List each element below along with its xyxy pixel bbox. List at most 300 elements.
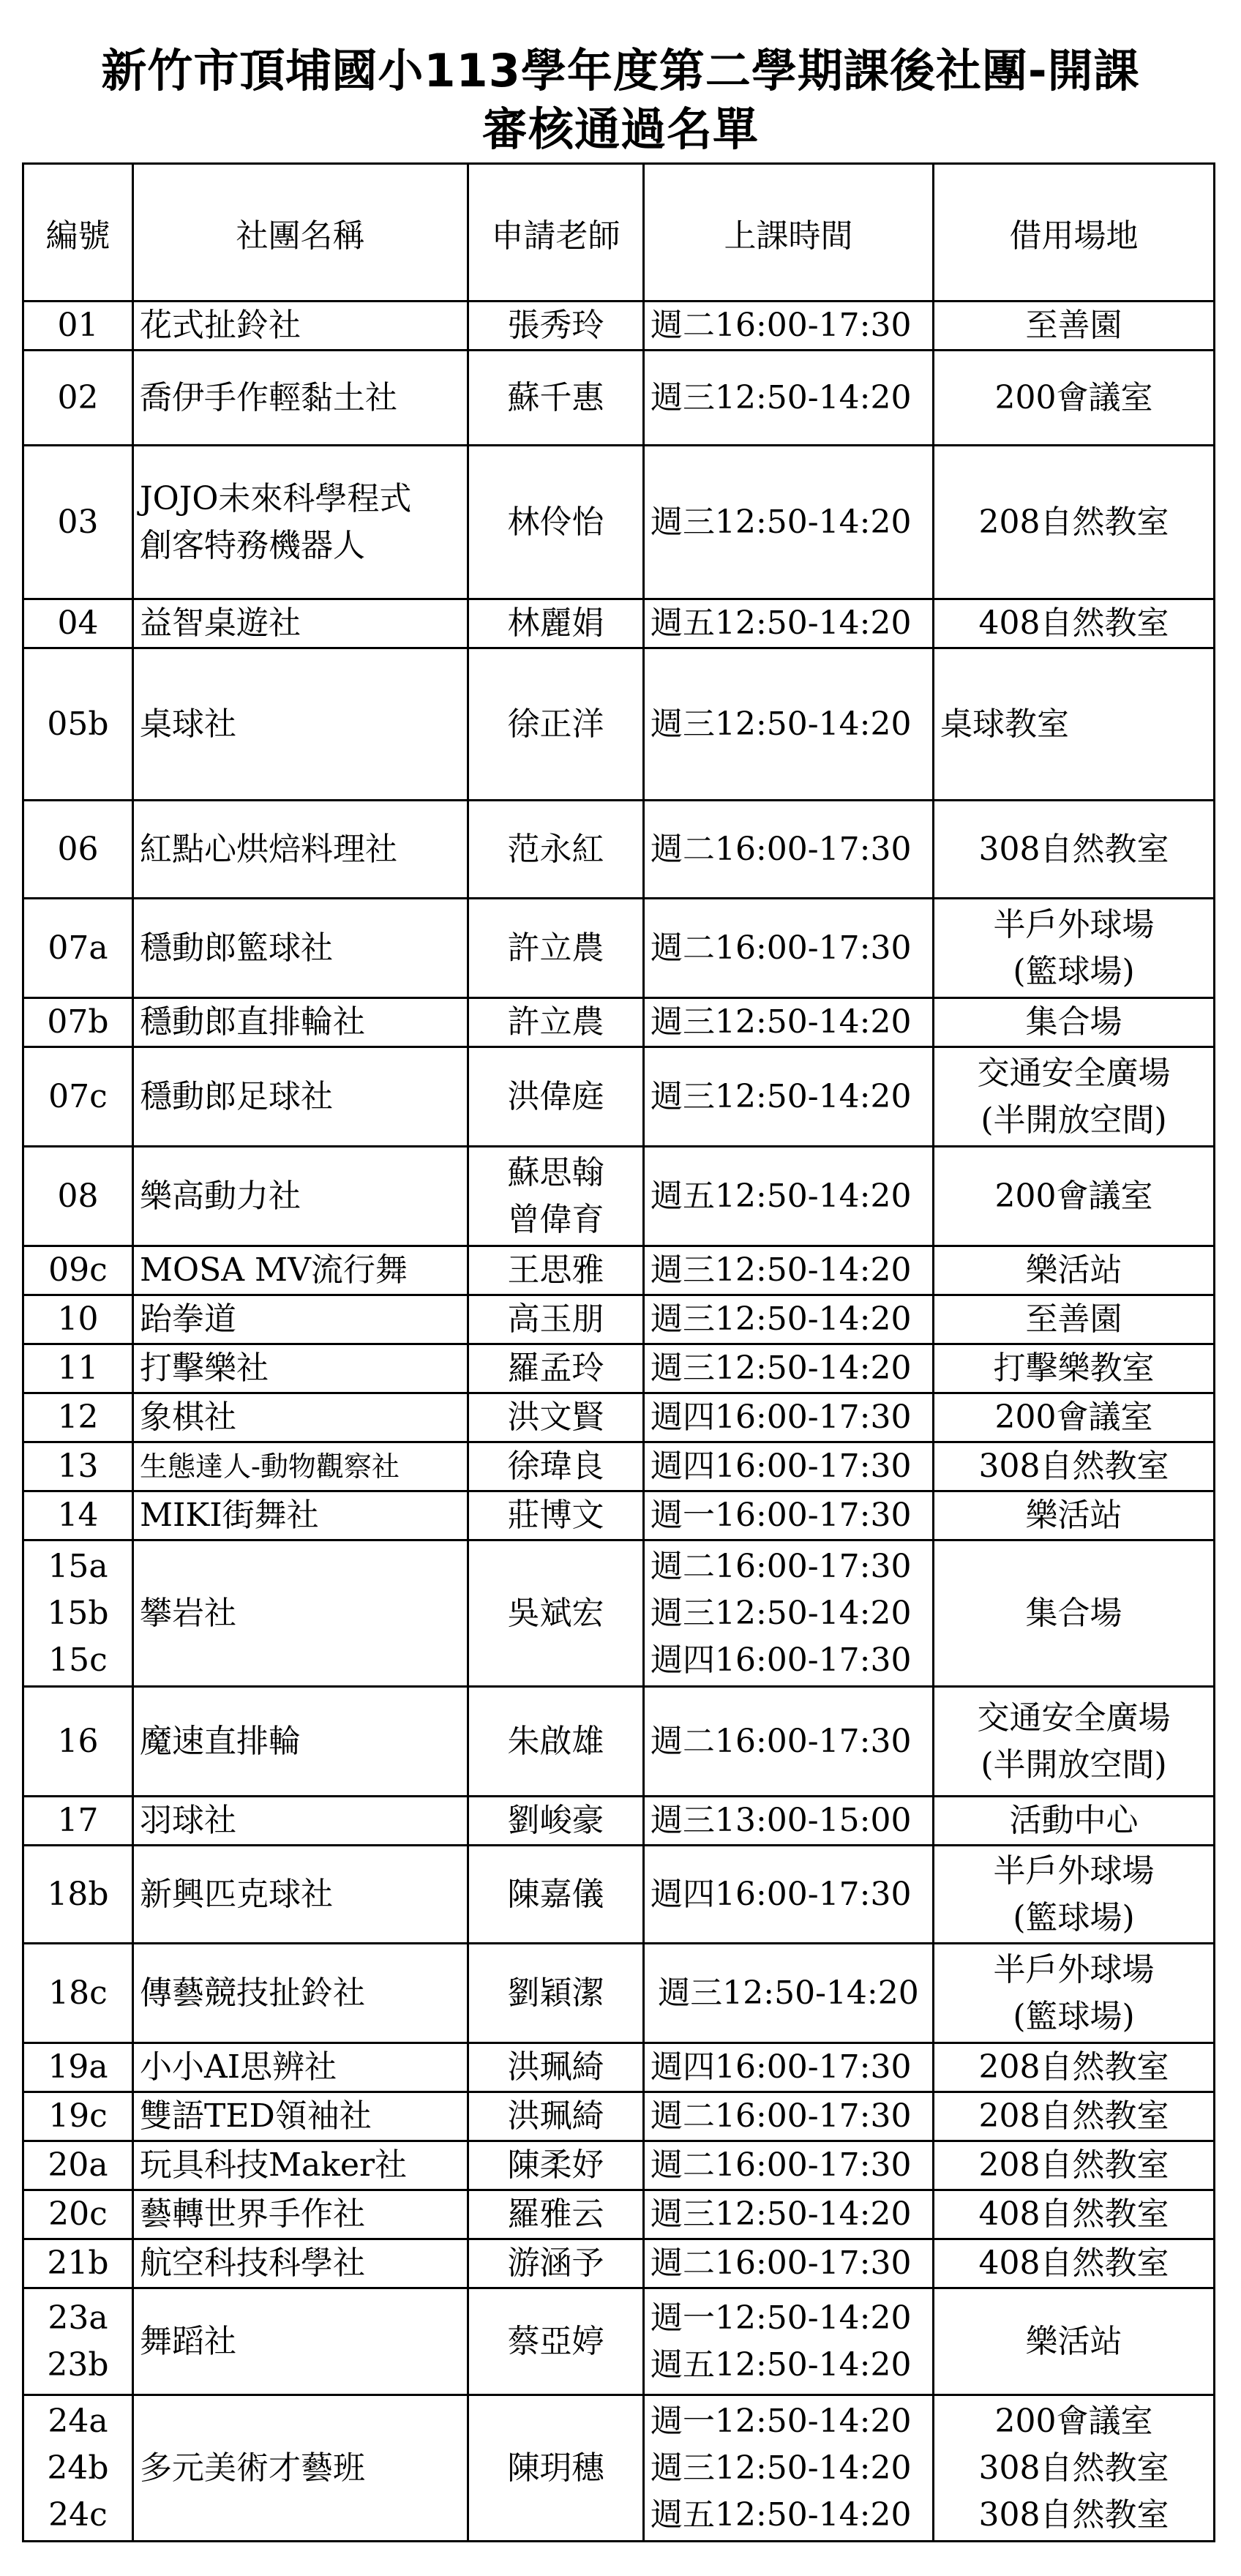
cell-club-name — [133, 998, 468, 1047]
cell-number-line: 05b — [47, 705, 109, 743]
cell-club-name — [133, 1540, 468, 1687]
cell-venue — [934, 1540, 1215, 1687]
cell-venue — [934, 2395, 1215, 2542]
cell-class-time-line: 週三12:50-14:20 — [651, 1300, 912, 1338]
cell-venue-line: 集合場 — [1025, 1594, 1122, 1632]
cell-number — [23, 1295, 133, 1344]
table-row — [23, 1846, 1215, 1944]
cell-club-name-line: MOSA MV流行舞 — [140, 1251, 408, 1289]
cell-number — [23, 1687, 133, 1797]
cell-club-name-line: 多元美術才藝班 — [140, 2449, 365, 2487]
table-row — [23, 599, 1215, 648]
cell-class-time — [644, 1540, 934, 1687]
cell-venue-line: 200會議室 — [994, 1399, 1153, 1436]
cell-number — [23, 1393, 133, 1442]
cell-class-time-line: 週三12:50-14:20 — [651, 378, 912, 416]
cell-club-name-line: 穩動郎直排輪社 — [140, 1003, 365, 1041]
cell-venue-line: 交通安全廣場 — [977, 1699, 1171, 1737]
table-row — [23, 1344, 1215, 1393]
cell-teacher-line: 許立農 — [507, 929, 604, 967]
cell-venue — [934, 302, 1215, 351]
table-row — [23, 1047, 1215, 1147]
cell-class-time-line: 週三12:50-14:20 — [651, 2195, 912, 2233]
cell-club-name — [133, 1846, 468, 1944]
cell-class-time-line: 週二16:00-17:30 — [651, 830, 912, 868]
cell-number — [23, 1442, 133, 1491]
cell-teacher-line: 劉峻豪 — [507, 1802, 604, 1839]
cell-club-name — [133, 2190, 468, 2239]
cell-club-name-line: 桌球社 — [140, 705, 236, 743]
cell-teacher — [468, 1442, 644, 1491]
cell-number-line: 15c — [48, 1641, 108, 1679]
table-body — [23, 302, 1215, 2542]
cell-club-name-line: 羽球社 — [140, 1802, 236, 1839]
cell-club-name-line: 生態達人-動物觀察社 — [140, 1450, 400, 1483]
cell-teacher — [468, 1047, 644, 1147]
cell-venue-line: 200會議室 — [994, 2402, 1153, 2440]
cell-venue — [934, 1797, 1215, 1846]
cell-class-time — [644, 1846, 934, 1944]
cell-venue — [934, 899, 1215, 998]
cell-teacher — [468, 1687, 644, 1797]
header-class-time: 上課時間 — [644, 164, 934, 302]
cell-venue — [934, 1147, 1215, 1246]
cell-number-line: 04 — [57, 604, 99, 642]
cell-teacher-line: 蘇思翰 — [507, 1153, 604, 1191]
document-title-line-2: 審核通過名單 — [481, 102, 759, 156]
cell-class-time — [644, 2288, 934, 2395]
cell-number-line: 19c — [48, 2097, 108, 2135]
cell-venue-line: 308自然教室 — [978, 1448, 1169, 1485]
cell-venue — [934, 1944, 1215, 2043]
cell-club-name-line: 打擊樂社 — [140, 1349, 269, 1387]
cell-venue-line: 408自然教室 — [978, 2244, 1169, 2282]
cell-class-time-line: 週三13:00-15:00 — [651, 1802, 912, 1839]
cell-class-time — [644, 899, 934, 998]
cell-teacher-line: 洪珮綺 — [507, 2097, 604, 2135]
header-number: 編號 — [23, 164, 133, 302]
table-header-row — [23, 164, 1215, 302]
cell-class-time-line: 週二16:00-17:30 — [651, 1547, 912, 1585]
cell-number-line: 07a — [48, 929, 108, 967]
cell-number — [23, 1246, 133, 1295]
cell-club-name-line: 創客特務機器人 — [140, 526, 365, 564]
cell-club-name — [133, 351, 468, 446]
cell-club-name-line: 象棋社 — [140, 1399, 236, 1436]
cell-number — [23, 2239, 133, 2288]
cell-class-time — [644, 2395, 934, 2542]
cell-teacher — [468, 1344, 644, 1393]
cell-teacher-line: 王思雅 — [507, 1251, 604, 1289]
cell-teacher-line: 高玉朋 — [507, 1300, 604, 1338]
cell-venue-line: (籃球場) — [1013, 952, 1135, 990]
cell-teacher — [468, 1846, 644, 1944]
table-row — [23, 2288, 1215, 2395]
cell-class-time — [644, 1344, 934, 1393]
header-club-name: 社團名稱 — [133, 164, 468, 302]
cell-number-line: 15a — [48, 1547, 108, 1585]
cell-venue-line: 308自然教室 — [978, 2496, 1169, 2534]
cell-class-time-line: 週三12:50-14:20 — [651, 1349, 912, 1387]
cell-class-time — [644, 1147, 934, 1246]
cell-club-name-line: 航空科技科學社 — [140, 2244, 365, 2282]
cell-venue — [934, 2141, 1215, 2190]
cell-venue-line: 200會議室 — [994, 378, 1153, 416]
table-row — [23, 1442, 1215, 1491]
cell-club-name-line: JOJO未來科學程式 — [140, 479, 412, 517]
cell-number-line: 14 — [57, 1497, 99, 1534]
cell-teacher-line: 林伶怡 — [507, 503, 604, 541]
cell-class-time — [644, 2092, 934, 2141]
table-row — [23, 899, 1215, 998]
cell-teacher-line: 徐瑋良 — [507, 1448, 604, 1485]
cell-class-time-line: 週三12:50-14:20 — [651, 1251, 912, 1289]
cell-number-line: 19a — [48, 2048, 108, 2086]
cell-number — [23, 1797, 133, 1846]
cell-teacher-line: 羅孟玲 — [507, 1349, 604, 1387]
cell-class-time — [644, 1246, 934, 1295]
cell-number — [23, 2043, 133, 2092]
document-title-line-1: 新竹市頂埔國小113學年度第二學期課後社團-開課 — [101, 44, 1140, 97]
cell-venue-line: (半開放空間) — [981, 1101, 1167, 1139]
cell-club-name — [133, 1246, 468, 1295]
cell-club-name — [133, 1344, 468, 1393]
cell-club-name — [133, 899, 468, 998]
cell-teacher-line: 洪珮綺 — [507, 2048, 604, 2086]
cell-class-time-line: 週二16:00-17:30 — [651, 929, 912, 967]
cell-class-time-line: 週五12:50-14:20 — [651, 2345, 912, 2384]
cell-venue-line: (籃球場) — [1013, 1898, 1135, 1936]
cell-number — [23, 648, 133, 801]
cell-club-name-line: 雙語TED領袖社 — [140, 2097, 372, 2135]
cell-teacher-line: 洪偉庭 — [507, 1077, 604, 1115]
cell-number — [23, 1491, 133, 1540]
cell-teacher-line: 蔡亞婷 — [507, 2322, 604, 2360]
cell-venue — [934, 2092, 1215, 2141]
cell-number-line: 12 — [57, 1399, 99, 1436]
cell-venue — [934, 1246, 1215, 1295]
cell-venue-line: 桌球教室 — [940, 705, 1069, 743]
table-row — [23, 1246, 1215, 1295]
cell-teacher — [468, 1295, 644, 1344]
cell-venue-line: 208自然教室 — [978, 2048, 1169, 2086]
table-row — [23, 648, 1215, 801]
cell-teacher-line: 陳柔妤 — [507, 2146, 604, 2184]
table-row — [23, 1393, 1215, 1442]
cell-number-line: 08 — [57, 1177, 99, 1215]
table-row — [23, 2239, 1215, 2288]
cell-teacher-line: 許立農 — [507, 1003, 604, 1041]
cell-club-name — [133, 2092, 468, 2141]
cell-class-time — [644, 1944, 934, 2043]
cell-number — [23, 2395, 133, 2542]
cell-teacher — [468, 351, 644, 446]
cell-venue — [934, 1047, 1215, 1147]
cell-number — [23, 1344, 133, 1393]
table-row — [23, 1295, 1215, 1344]
cell-venue-line: (籃球場) — [1013, 1997, 1135, 2035]
cell-teacher — [468, 2141, 644, 2190]
cell-club-name — [133, 2395, 468, 2542]
cell-teacher — [468, 1540, 644, 1687]
cell-teacher — [468, 2043, 644, 2092]
cell-club-name-line: 新興匹克球社 — [140, 1875, 333, 1913]
cell-venue — [934, 2043, 1215, 2092]
cell-venue-line: 半戶外球場 — [993, 905, 1155, 943]
cell-class-time — [644, 648, 934, 801]
cell-class-time — [644, 599, 934, 648]
cell-venue-line: (半開放空間) — [981, 1745, 1167, 1783]
cell-number-line: 23a — [48, 2299, 108, 2337]
header-teacher: 申請老師 — [468, 164, 644, 302]
cell-number-line: 06 — [57, 830, 99, 868]
cell-teacher — [468, 2395, 644, 2542]
cell-number — [23, 899, 133, 998]
cell-number-line: 21b — [47, 2244, 109, 2282]
cell-class-time — [644, 2239, 934, 2288]
cell-teacher — [468, 1246, 644, 1295]
cell-venue — [934, 801, 1215, 899]
club-list-table — [22, 162, 1215, 2542]
cell-club-name-line: 紅點心烘焙料理社 — [140, 830, 397, 868]
cell-number — [23, 302, 133, 351]
cell-class-time-line: 週四16:00-17:30 — [651, 1641, 912, 1679]
cell-venue — [934, 1491, 1215, 1540]
cell-teacher-line: 陳玥穗 — [507, 2449, 604, 2487]
cell-number — [23, 2190, 133, 2239]
cell-venue — [934, 1687, 1215, 1797]
cell-number — [23, 446, 133, 599]
cell-teacher-line: 林麗娟 — [507, 604, 604, 642]
cell-teacher — [468, 1147, 644, 1246]
cell-teacher — [468, 1491, 644, 1540]
cell-number-line: 20c — [48, 2195, 108, 2233]
cell-class-time — [644, 1295, 934, 1344]
cell-number-line: 09c — [48, 1251, 108, 1289]
cell-teacher-line: 范永紅 — [507, 830, 604, 868]
cell-club-name — [133, 1147, 468, 1246]
cell-venue-line: 408自然教室 — [978, 604, 1169, 642]
cell-teacher-line: 徐正洋 — [507, 705, 604, 743]
cell-venue-line: 集合場 — [1025, 1003, 1122, 1041]
cell-teacher-line: 蘇千惠 — [507, 378, 604, 416]
cell-teacher-line: 朱啟雄 — [507, 1722, 604, 1760]
cell-teacher-line: 羅雅云 — [507, 2195, 604, 2233]
cell-class-time-line: 週二16:00-17:30 — [651, 1722, 912, 1760]
cell-number — [23, 2141, 133, 2190]
cell-teacher-line: 張秀玲 — [507, 307, 604, 344]
cell-venue — [934, 1295, 1215, 1344]
cell-venue-line: 交通安全廣場 — [977, 1054, 1171, 1092]
cell-club-name-line: 花式扯鈴社 — [140, 307, 301, 344]
cell-number-line: 15b — [47, 1594, 109, 1632]
cell-teacher-line: 劉穎潔 — [507, 1974, 604, 2012]
cell-class-time — [644, 998, 934, 1047]
cell-club-name-line: 益智桌遊社 — [140, 604, 301, 642]
cell-number-line: 20a — [48, 2146, 108, 2184]
cell-venue-line: 308自然教室 — [978, 2449, 1169, 2487]
table-row — [23, 351, 1215, 446]
cell-class-time-line: 週四16:00-17:30 — [651, 1399, 912, 1436]
cell-class-time-line: 週五12:50-14:20 — [651, 604, 912, 642]
cell-teacher-line: 陳嘉儀 — [507, 1875, 604, 1913]
cell-club-name-line: MIKI街舞社 — [140, 1497, 319, 1534]
cell-class-time — [644, 2043, 934, 2092]
cell-number-line: 24c — [48, 2496, 108, 2534]
cell-number-line: 01 — [57, 307, 99, 344]
cell-number — [23, 998, 133, 1047]
cell-class-time-line: 週一12:50-14:20 — [651, 2299, 912, 2337]
cell-club-name-line: 魔速直排輪 — [140, 1722, 301, 1760]
table-row — [23, 1147, 1215, 1246]
cell-club-name-line: 跆拳道 — [140, 1300, 236, 1338]
cell-number-line: 24a — [48, 2402, 108, 2440]
cell-club-name-line: 藝轉世界手作社 — [140, 2195, 365, 2233]
cell-number-line: 18b — [47, 1875, 109, 1913]
table-row — [23, 1944, 1215, 2043]
cell-teacher — [468, 801, 644, 899]
cell-teacher-line: 洪文賢 — [507, 1399, 604, 1436]
table-row — [23, 302, 1215, 351]
cell-venue — [934, 1393, 1215, 1442]
cell-class-time — [644, 1687, 934, 1797]
cell-class-time-line: 週四16:00-17:30 — [651, 2048, 912, 2086]
cell-venue — [934, 1442, 1215, 1491]
cell-teacher — [468, 1797, 644, 1846]
cell-number — [23, 1047, 133, 1147]
cell-venue-line: 408自然教室 — [978, 2195, 1169, 2233]
cell-venue-line: 樂活站 — [1025, 2322, 1122, 2360]
cell-venue-line: 活動中心 — [1009, 1802, 1139, 1839]
cell-class-time-line: 週五12:50-14:20 — [651, 1177, 912, 1215]
cell-number-line: 03 — [57, 503, 99, 541]
cell-venue-line: 打擊樂教室 — [993, 1349, 1155, 1387]
cell-venue-line: 半戶外球場 — [993, 1852, 1155, 1890]
cell-teacher — [468, 302, 644, 351]
cell-club-name — [133, 1944, 468, 2043]
cell-club-name — [133, 302, 468, 351]
cell-club-name — [133, 599, 468, 648]
cell-teacher — [468, 2239, 644, 2288]
cell-number-line: 02 — [57, 378, 99, 416]
cell-class-time-line: 週二16:00-17:30 — [651, 2097, 912, 2135]
cell-club-name — [133, 1491, 468, 1540]
cell-club-name — [133, 1442, 468, 1491]
cell-class-time-line: 週一16:00-17:30 — [651, 1497, 912, 1534]
cell-number-line: 07b — [47, 1003, 109, 1041]
cell-class-time-line: 週二16:00-17:30 — [651, 2146, 912, 2184]
cell-club-name — [133, 2288, 468, 2395]
cell-club-name-line: 攀岩社 — [140, 1594, 236, 1632]
cell-club-name — [133, 1797, 468, 1846]
cell-teacher — [468, 1944, 644, 2043]
table-row — [23, 1797, 1215, 1846]
cell-club-name-line: 傳藝競技扯鈴社 — [140, 1974, 365, 2012]
cell-teacher — [468, 1393, 644, 1442]
cell-venue — [934, 599, 1215, 648]
cell-venue — [934, 2239, 1215, 2288]
cell-number — [23, 599, 133, 648]
cell-club-name — [133, 2141, 468, 2190]
cell-number-line: 18c — [48, 1974, 108, 2012]
cell-teacher — [468, 2092, 644, 2141]
cell-number — [23, 1540, 133, 1687]
cell-venue — [934, 1846, 1215, 1944]
cell-class-time-line: 週三12:50-14:20 — [651, 2449, 912, 2487]
cell-venue — [934, 446, 1215, 599]
cell-class-time — [644, 1797, 934, 1846]
header-venue: 借用場地 — [934, 164, 1215, 302]
cell-class-time — [644, 2190, 934, 2239]
cell-class-time-line: 週三12:50-14:20 — [651, 503, 912, 541]
table-row — [23, 2395, 1215, 2542]
cell-teacher — [468, 2190, 644, 2239]
table-row — [23, 1491, 1215, 1540]
cell-club-name — [133, 1687, 468, 1797]
cell-class-time — [644, 1393, 934, 1442]
cell-teacher-line: 游涵予 — [507, 2244, 604, 2282]
cell-class-time — [644, 302, 934, 351]
cell-class-time-line: 週二16:00-17:30 — [651, 2244, 912, 2282]
cell-teacher — [468, 899, 644, 998]
cell-venue-line: 200會議室 — [994, 1177, 1153, 1215]
cell-number — [23, 2288, 133, 2395]
cell-class-time-line: 週五12:50-14:20 — [651, 2496, 912, 2534]
cell-club-name — [133, 1393, 468, 1442]
cell-teacher — [468, 2288, 644, 2395]
cell-class-time-line: 週四16:00-17:30 — [651, 1875, 912, 1913]
cell-club-name-line: 穩動郎籃球社 — [140, 929, 333, 967]
cell-teacher-line: 莊博文 — [507, 1497, 604, 1534]
cell-number-line: 24b — [47, 2449, 109, 2487]
cell-teacher — [468, 599, 644, 648]
table-row — [23, 446, 1215, 599]
cell-venue-line: 208自然教室 — [978, 2097, 1169, 2135]
cell-class-time-line: 週三12:50-14:20 — [658, 1974, 919, 2012]
cell-venue-line: 樂活站 — [1025, 1497, 1122, 1534]
cell-number — [23, 351, 133, 446]
cell-class-time-line: 週三12:50-14:20 — [651, 1003, 912, 1041]
table-row — [23, 1687, 1215, 1797]
cell-class-time — [644, 801, 934, 899]
cell-club-name-line: 舞蹈社 — [140, 2322, 236, 2360]
table-row — [23, 2092, 1215, 2141]
cell-venue-line: 308自然教室 — [978, 830, 1169, 868]
cell-venue-line: 至善園 — [1025, 307, 1122, 344]
cell-number — [23, 1147, 133, 1246]
table-row — [23, 801, 1215, 899]
cell-club-name — [133, 1295, 468, 1344]
cell-club-name-line: 玩具科技Maker社 — [140, 2146, 408, 2184]
cell-number-line: 13 — [57, 1448, 99, 1485]
cell-venue-line: 樂活站 — [1025, 1251, 1122, 1289]
cell-class-time-line: 週三12:50-14:20 — [651, 705, 912, 743]
cell-venue — [934, 2288, 1215, 2395]
cell-venue — [934, 2190, 1215, 2239]
cell-club-name-line: 穩動郎足球社 — [140, 1077, 333, 1115]
cell-class-time-line: 週三12:50-14:20 — [651, 1077, 912, 1115]
table-row — [23, 1540, 1215, 1687]
cell-class-time-line: 週一12:50-14:20 — [651, 2402, 912, 2440]
cell-number — [23, 801, 133, 899]
cell-teacher-line: 吳斌宏 — [507, 1594, 604, 1632]
cell-class-time-line: 週三12:50-14:20 — [651, 1594, 912, 1632]
cell-club-name-line: 小小AI思辨社 — [140, 2048, 337, 2086]
cell-class-time — [644, 351, 934, 446]
cell-club-name — [133, 2239, 468, 2288]
cell-number-line: 23b — [47, 2345, 109, 2384]
cell-club-name — [133, 648, 468, 801]
